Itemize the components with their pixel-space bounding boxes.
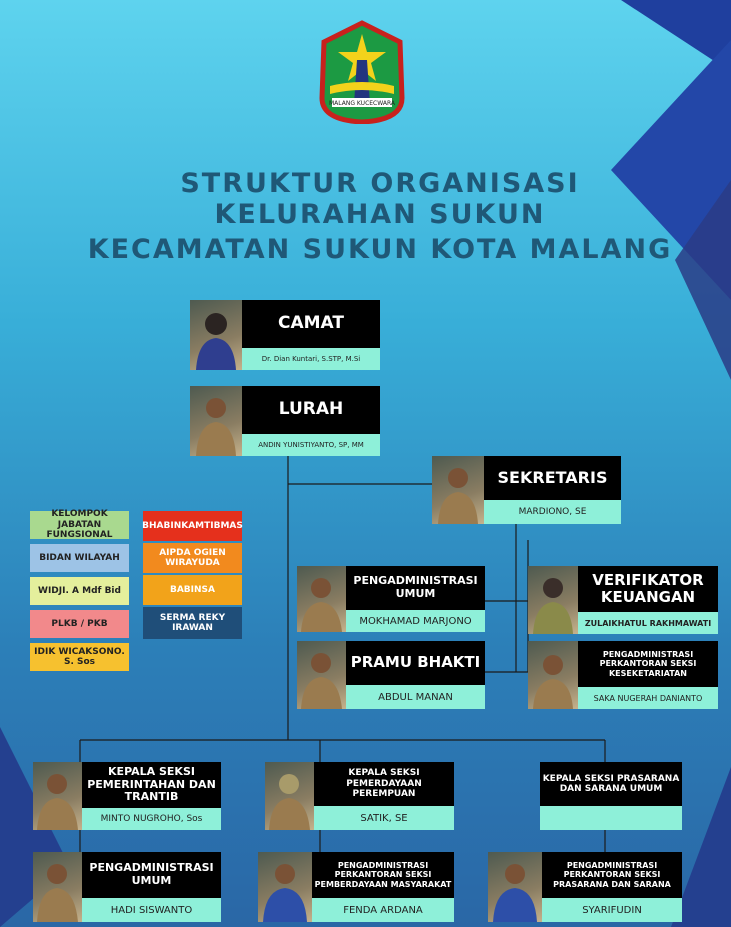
sekretaris-name: MARDIONO, SE [484, 500, 621, 524]
lurah-photo [190, 386, 242, 456]
pengadministrasi-pemberdayaan-photo [258, 852, 312, 922]
pengadministrasi-kesekretariatan-name: SAKA NUGERAH DANIANTO [578, 687, 718, 709]
lurah-role: LURAH [242, 386, 380, 434]
legend-babinsa: BABINSA [143, 575, 242, 605]
verifikator-photo [528, 566, 578, 634]
camat-name: Dr. Dian Kuntari, S.STP, M.Si [242, 348, 380, 370]
camat-photo [190, 300, 242, 370]
pengadministrasi-umum-2-photo [33, 852, 82, 922]
pengadministrasi-kesekretariatan-photo [528, 641, 578, 709]
pengadministrasi-pemberdayaan-role: PENGADMINISTRASI PERKANTORAN SEKSI PEMBERDAYAAN MASYARAKAT [312, 852, 454, 898]
legend-kelompok-jabatan: KELOMPOK JABATAN FUNGSIONAL [30, 511, 129, 539]
pengadministrasi-umum-2-name: HADI SISWANTO [82, 898, 221, 922]
legend-serma: SERMA REKY IRAWAN [143, 607, 242, 639]
kasi-pemerintahan-photo [33, 762, 82, 830]
title-line-3: KECAMATAN SUKUN KOTA MALANG [87, 234, 673, 265]
kasi-pemberdayaan-name: SATIK, SE [314, 806, 454, 830]
pramu-bhakti-role: PRAMU BHAKTI [346, 641, 485, 685]
pramu-bhakti-photo [297, 641, 346, 709]
pengadministrasi-umum-2-role: PENGADMINISTRASI UMUM [82, 852, 221, 898]
pengadministrasi-umum-1-name: MOKHAMAD MARJONO [346, 610, 485, 632]
legend-aipda: AIPDA OGIEN WIRAYUDA [143, 543, 242, 573]
pengadministrasi-kesekretariatan-role: PENGADMINISTRASI PERKANTORAN SEKSI KESEKETARIATAN [578, 641, 718, 687]
legend-widji: WIDJI. A Mdf Bid [30, 577, 129, 605]
pengadministrasi-umum-1-photo [297, 566, 346, 632]
legend-bhabinkamtibmas: BHABINKAMTIBMAS [143, 511, 242, 541]
title-line-1: STRUKTUR ORGANISASI [180, 168, 580, 199]
legend-bidan-wilayah: BIDAN WILAYAH [30, 544, 129, 572]
lurah-name: ANDIN YUNISTIYANTO, SP, MM [242, 434, 380, 456]
camat-role: CAMAT [242, 300, 380, 348]
pengadministrasi-prasarana-photo [488, 852, 542, 922]
sekretaris-photo [432, 456, 484, 524]
kasi-prasarana-name [540, 806, 682, 830]
verifikator-role: VERIFIKATOR KEUANGAN [578, 566, 718, 612]
kasi-pemberdayaan-role: KEPALA SEKSI PEMERDAYAAN PEREMPUAN [314, 762, 454, 806]
sekretaris-role: SEKRETARIS [484, 456, 621, 500]
pramu-bhakti-name: ABDUL MANAN [346, 685, 485, 709]
kasi-pemerintahan-role: KEPALA SEKSI PEMERINTAHAN DAN TRANTIB [82, 762, 221, 808]
kasi-prasarana-role: KEPALA SEKSI PRASARANA DAN SARANA UMUM [540, 762, 682, 806]
title-line-2: KELURAHAN SUKUN [214, 199, 546, 230]
legend-plkb: PLKB / PKB [30, 610, 129, 638]
logo-text: MALANG KUCECWARA [329, 100, 395, 107]
verifikator-name: ZULAIKHATUL RAKHMAWATI [578, 612, 718, 634]
pengadministrasi-prasarana-name: SYARIFUDIN [542, 898, 682, 922]
pengadministrasi-pemberdayaan-name: FENDA ARDANA [312, 898, 454, 922]
kasi-pemerintahan-name: MINTO NUGROHO, Sos [82, 808, 221, 830]
kasi-pemberdayaan-photo [265, 762, 314, 830]
legend-idik: IDIK WICAKSONO. S. Sos [30, 643, 129, 671]
pengadministrasi-umum-1-role: PENGADMINISTRASI UMUM [346, 566, 485, 610]
pengadministrasi-prasarana-role: PENGADMINISTRASI PERKANTORAN SEKSI PRASARANA DAN SARANA [542, 852, 682, 898]
